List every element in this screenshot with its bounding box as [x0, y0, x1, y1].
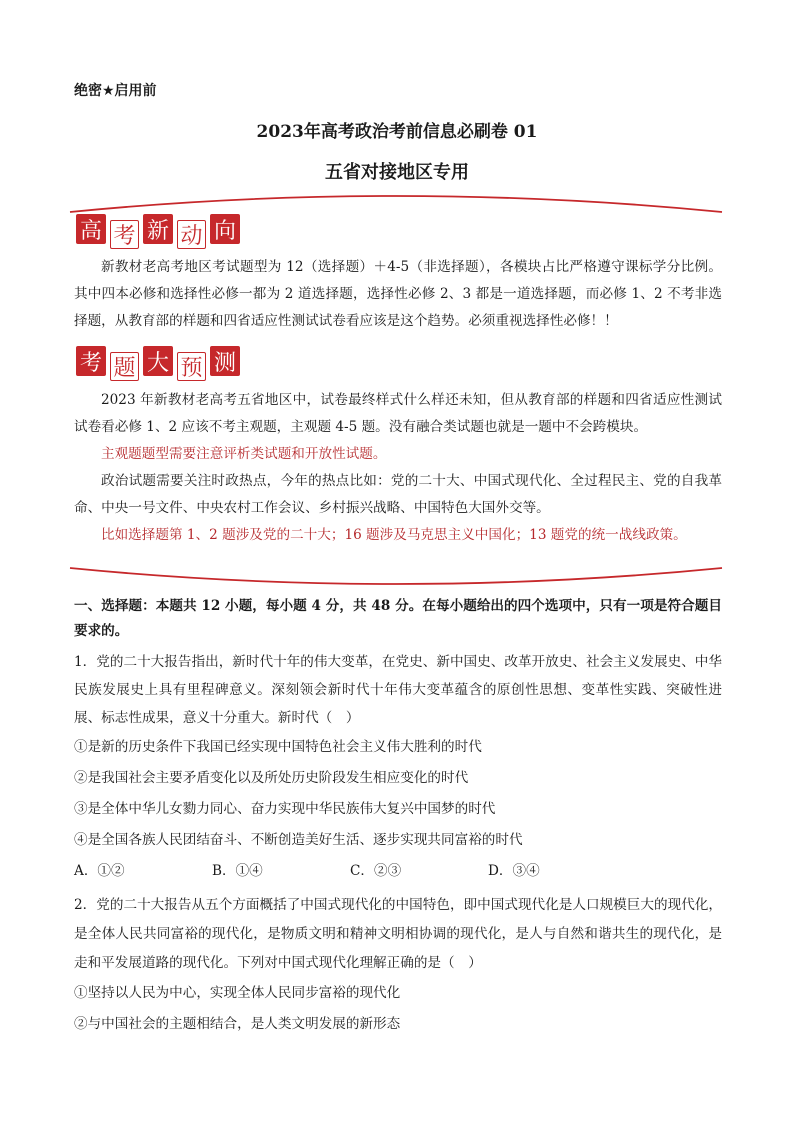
- bottom-arc-divider: [66, 564, 726, 594]
- question-item: ②与中国社会的主题相结合，是人类文明发展的新形态: [74, 1016, 401, 1032]
- banner-new-trends: [76, 214, 240, 249]
- banner-tile: 测: [210, 346, 240, 376]
- question-item: ①坚持以人民为中心，实现全体人民同步富裕的现代化: [74, 985, 401, 1001]
- question-stem: 1．党的二十大报告指出，新时代十年的伟大变革，在党史、新中国史、改革开放史、社会主义发展史、中华民族发展史上具有里程碑意义。深刻领会新时代十年伟大变革蕴含的原创性思想、变革性实践、突破性进展、标志性成果，意义十分重大。新时代（ ）: [74, 654, 722, 726]
- option-b[interactable]: B．①④: [212, 863, 263, 879]
- banner-exam-forecast: [76, 346, 240, 381]
- forecast-paragraph: 政治试题需要关注时政热点，今年的热点比如：党的二十大、中国式现代化、全过程民主、党的自我革命、中央一号文件、中央农村工作会议、乡村振兴战略、中国特色大国外交等。: [74, 473, 722, 516]
- page-title: 2023年高考政治考前信息必刷卷 01: [256, 122, 538, 142]
- question-item: ③是全体中华儿女勠力同心、奋力实现中华民族伟大复兴中国梦的时代: [74, 801, 496, 817]
- question-stem: 2．党的二十大报告从五个方面概括了中国式现代化的中国特色，即中国式现代化是人口规模巨大的现代化，是全体人民共同富裕的现代化，是物质文明和精神文明相协调的现代化，是人与自然和谐共生的现代化，是走和平发展道路的现代化。下列对中国式现代化理解正确的是（ ）: [74, 897, 722, 971]
- intro-paragraph: 新教材老高考地区考试题型为 12（选择题）＋4-5（非选择题），各模块占比严格遵守课标学分比例。其中四本必修和选择性必修一都为 2 道选择题，选择性必修 2、3 都是一道选择题，而必修 1、2 不考非选择题，从教育部的样题和四省适应性测试试卷看应该是这个趋势。必须重视选择性必修！！: [74, 259, 722, 329]
- forecast-block: [74, 387, 722, 549]
- questions-block: [74, 594, 722, 1040]
- page-subtitle: 五省对接地区专用: [325, 162, 469, 183]
- banner-tile: 题: [110, 352, 139, 381]
- banner-tile: 动: [177, 220, 206, 249]
- top-arc-divider: [66, 186, 726, 216]
- question-item: ②是我国社会主要矛盾变化以及所处历史阶段发生相应变化的时代: [74, 770, 469, 786]
- section-heading: 一、选择题：本题共 12 小题，每小题 4 分，共 48 分。在每小题给出的四个选项中，只有一项是符合题目要求的。: [74, 598, 722, 639]
- banner-tile: 考: [110, 220, 139, 249]
- banner-tile: 预: [177, 352, 206, 381]
- option-d[interactable]: D．③④: [488, 863, 540, 879]
- forecast-highlight: 比如选择题第 1、2 题涉及党的二十大；16 题涉及马克思主义中国化；13 题党的统一战线政策。: [101, 527, 687, 543]
- banner-tile: 向: [210, 214, 240, 244]
- answer-options: [74, 856, 722, 887]
- option-a[interactable]: A．①②: [74, 863, 125, 879]
- intro-block: [74, 254, 722, 335]
- option-c[interactable]: C．②③: [350, 863, 402, 879]
- forecast-paragraph: 2023 年新教材老高考五省地区中，试卷最终样式什么样还未知，但从教育部的样题和四省适应性测试试卷看必修 1、2 应该不考主观题，主观题 4-5 题。没有融合类试题也就是一题中不会跨模块。: [74, 392, 722, 435]
- banner-tile: 高: [76, 214, 106, 244]
- banner-tile: 新: [143, 214, 173, 244]
- question-item: ④是全国各族人民团结奋斗、不断创造美好生活、逐步实现共同富裕的时代: [74, 832, 523, 848]
- forecast-highlight: 主观题题型需要注意评析类试题和开放性试题。: [101, 446, 387, 462]
- banner-tile: 考: [76, 346, 106, 376]
- question-item: ①是新的历史条件下我国已经实现中国特色社会主义伟大胜利的时代: [74, 739, 482, 755]
- banner-tile: 大: [143, 346, 173, 376]
- secret-label: 绝密★启用前: [74, 83, 157, 99]
